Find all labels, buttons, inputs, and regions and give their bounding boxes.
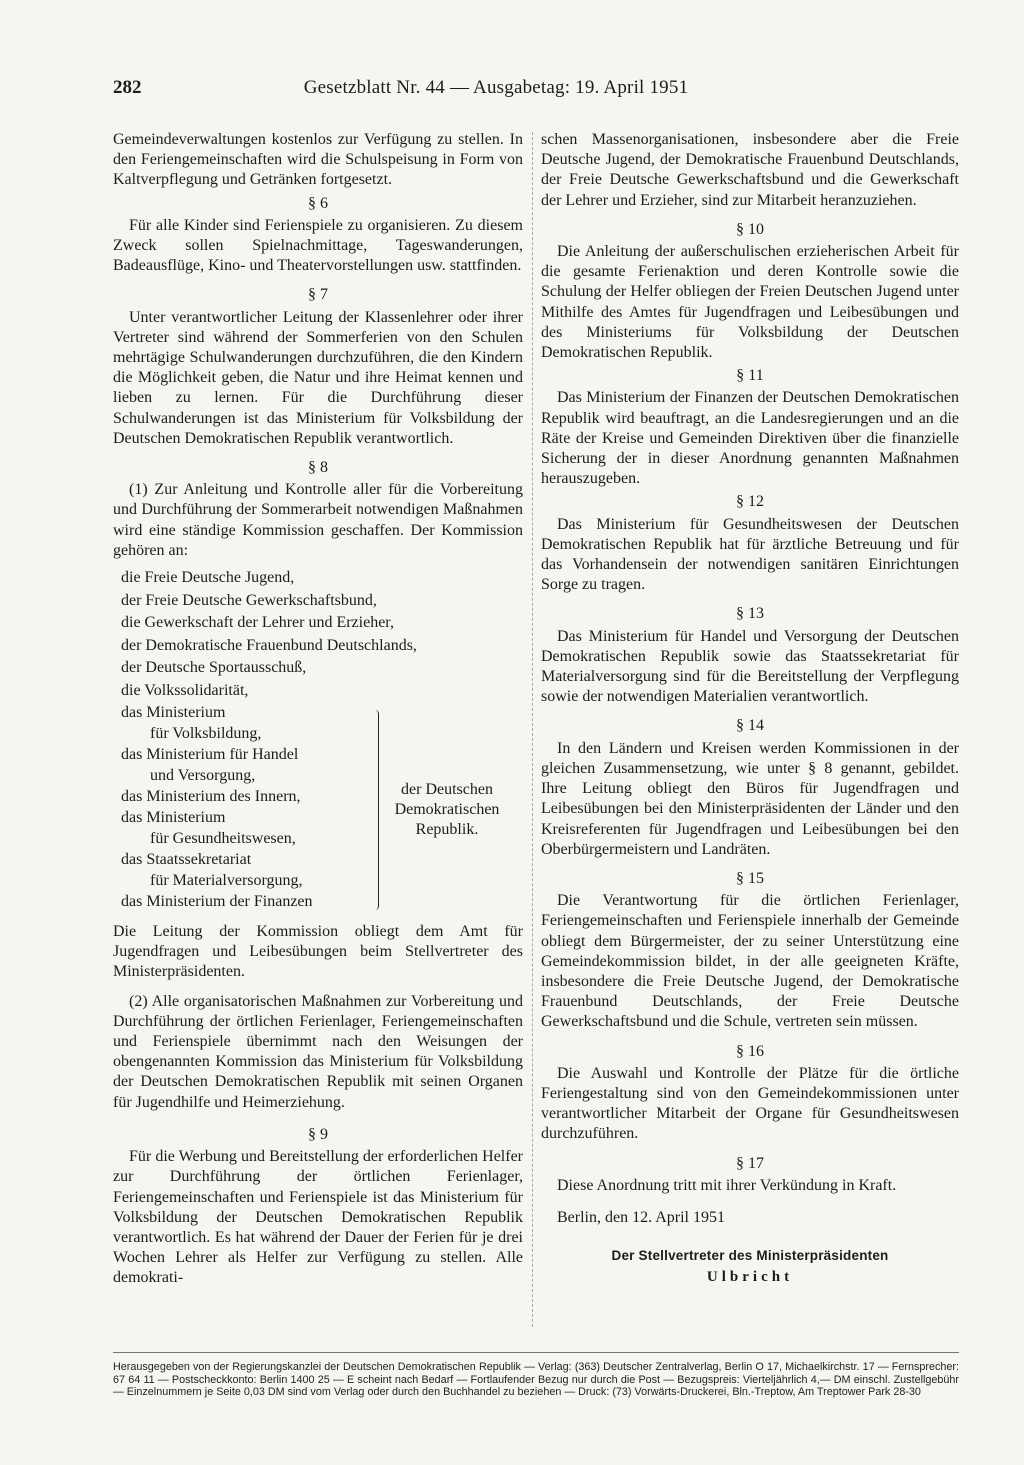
section-8-paragraph-3: (2) Alle organisatorischen Maßnahmen zur Vorbereitung und Durchführung der örtlichen Ferienlager, Feriengemeinschaften und Ferienspiele übernimmt nach den Weisungen der obengenannten Kommission das Ministerium für Volksbildung der Deutschen Demokratischen Republik mit seinen Organen für Jugendhilfe und Heimerziehung. (113, 992, 523, 1111)
list-item: der Deutsche Sportausschuß, (121, 659, 307, 677)
ministries-list (121, 702, 369, 912)
paragraph-continued: schen Massenorganisationen, insbesondere aber die Freie Deutsche Jugend, der Demokratische Frauenbund Deutschlands, der Freie Deutsche Gewerkschaftsbund und die Gewerkschaft der Lehrer und Erzieher, sind zur Mitarbeit heranzuziehen. (541, 131, 959, 209)
section-15-text: Die Verantwortung für die örtlichen Ferienlager, Feriengemeinschaften und Ferienspiele innerhalb der Gemeinde obliegt dem Bürgermeister, der zu seiner Unterstützung eine Gemeindekommission bildet, in der alle geeigneten Kräfte, insbesondere die Freie Deutsche Jugend, der Demokratische Frauenbund Deutschlands, der Freie Deutsche Gewerkschaftsbund und die Schule, vertreten sein müssen. (541, 892, 959, 1031)
section-heading-12: § 12 (736, 493, 764, 511)
section-9-text: Für die Werbung und Bereitstellung der erforderlichen Helfer zur Durchführung der örtlichen Ferienlager, Feriengemeinschaften und Ferienspiele ist das Ministerium für Volksbildung der Deutschen Demokratischen Republik verantwortlich. Es hat während der Dauer der Ferien für je drei Wochen Lehrer als Helfer zur Verfügung zu stellen. Alle demokrati- (113, 1148, 523, 1287)
brace-bracket (373, 710, 379, 910)
list-item: die Gewerkschaft der Lehrer und Erzieher, (121, 614, 394, 632)
section-8-paragraph-1: (1) Zur Anleitung und Kontrolle aller für die Vorbereitung und Durchführung der Sommerarbeit notwendigen Maßnahmen wird eine ständige Kommission geschaffen. Der Kommission gehören an: (113, 481, 523, 559)
section-7-text: Unter verantwortlicher Leitung der Klassenlehrer oder ihrer Vertreter sind während der Sommerferien von den Schulen mehrtägige Schulwanderungen durchzuführen, die den Kindern die Möglichkeit geben, die Natur und ihre Heimat kennen und lieben zu lernen. Für die Durchführung dieser Schulwanderungen ist das Ministerium für Volksbildung der Deutschen Demokratischen Republik verantwortlich. (113, 308, 523, 447)
list-item: die Freie Deutsche Jugend, (121, 569, 295, 587)
section-heading-8: § 8 (308, 459, 328, 477)
list-item (121, 807, 369, 849)
list-item: der Demokratische Frauenbund Deutschlands, (121, 636, 417, 654)
page-header (113, 77, 959, 107)
section-heading-6: § 6 (308, 194, 328, 212)
ministries-group (121, 702, 523, 913)
section-heading-15: § 15 (736, 869, 764, 887)
column-divider (532, 132, 533, 1327)
brace-label-line: der Deutschen (401, 781, 493, 799)
section-heading-11: § 11 (736, 367, 764, 385)
ministry-line: das Ministerium (121, 809, 226, 827)
header-title: Gesetzblatt Nr. 44 — Ausgabetag: 19. April 1951 (303, 77, 689, 98)
section-6-text: Für alle Kinder sind Ferienspiele zu organisieren. Zu diesem Zweck sollen Spielnachmittage, Tageswanderungen, Badeausflüge, Kino- und Theatervorstellungen usw. stattfinden. (113, 216, 523, 275)
section-8-paragraph-2: Die Leitung der Kommission obliegt dem Amt für Jugendfragen und Leibesübungen beim Stellvertreter des Ministerpräsidenten. (113, 923, 523, 981)
ministry-line: das Ministerium des Innern, (121, 788, 301, 806)
list-item (121, 891, 369, 912)
list-item: der Freie Deutsche Gewerkschaftsbund, (121, 591, 377, 609)
brace-label (384, 780, 510, 840)
section-heading-7: § 7 (308, 286, 328, 304)
section-16-text: Die Auswahl und Kontrolle der Plätze für die örtliche Feriengestaltung sind von den Gemeindekommissionen unter verantwortlicher Mitarbeit der Organe für Gesundheitswesen durchzuführen. (541, 1064, 959, 1143)
paragraph-continued: Gemeindeverwaltungen kostenlos zur Verfügung zu stellen. In den Feriengemeinschaften wird die Schulspeisung in Form von Kaltverpflegung und Getränken fortgesetzt. (113, 131, 523, 189)
list-item (121, 786, 369, 807)
date-line: Berlin, den 12. April 1951 (557, 1208, 725, 1226)
section-12-text: Das Ministerium für Gesundheitswesen der Deutschen Demokratischen Republik hat für ärztliche Betreuung und für das Vorhandensein der notwendigen sanitären Einrichtungen Sorge zu tragen. (541, 515, 959, 594)
left-column (113, 130, 523, 1289)
signature-title: Der Stellvertreter des Ministerpräsidenten (611, 1248, 889, 1264)
ministry-line: das Ministerium (121, 704, 226, 722)
section-heading-16: § 16 (736, 1042, 764, 1060)
section-10-text: Die Anleitung der außerschulischen erzieherischen Arbeit für die gesamte Ferienaktion und deren Kontrolle sowie die Schulung der Helfer obliegen der Freien Deutschen Jugend unter Mithilfe des Amtes für Jugendfragen und Leibesübungen und des Ministeriums für Volksbildung der Deutschen Demokratischen Republik. (541, 243, 959, 362)
right-column (541, 130, 959, 1288)
section-heading-10: § 10 (736, 220, 764, 238)
commission-members-list (121, 567, 523, 702)
footer-rule (113, 1352, 959, 1353)
list-item (121, 702, 369, 744)
ministry-line: das Ministerium für Handel (121, 746, 299, 764)
brace-label-line: Demokratischen (394, 801, 500, 819)
ministry-line: das Ministerium der Finanzen (121, 893, 313, 911)
ministry-line-cont: und Versorgung, (150, 767, 256, 785)
ministry-line-cont: für Volksbildung, (150, 725, 262, 743)
ministry-line-cont: für Gesundheitswesen, (150, 830, 296, 848)
ministry-line-cont: für Materialversorgung, (150, 872, 303, 890)
section-14-text: In den Ländern und Kreisen werden Kommissionen in der gleichen Zusammensetzung, wie unter § 8 genannt, gebildet. Ihre Leitung obliegt den Büros für Jugendfragen und Leibesübungen bei den Ministerpräsidenten der Länder und den Kreisreferenten für Jugendfragen und Leibesübungen bei den Oberbürgermeistern und Landräten. (541, 739, 959, 858)
section-heading-17: § 17 (736, 1154, 764, 1172)
page-number: 282 (113, 77, 142, 98)
section-13-text: Das Ministerium für Handel und Versorgung der Deutschen Demokratischen Republik sowie das Staatssekretariat für Materialversorgung sind für die Bereitstellung der Verpflegung sowie der notwendigen Materialien verantwortlich. (541, 627, 959, 706)
list-item: die Volkssolidarität, (121, 681, 249, 699)
ministry-line: das Staatssekretariat (121, 851, 252, 869)
list-item (121, 744, 369, 786)
section-heading-14: § 14 (736, 717, 764, 735)
imprint-footer: Herausgegeben von der Regierungskanzlei der Deutschen Demokratischen Republik — Verlag: (363) Deutscher Zentralverlag, Berlin O 17, Michaelkirchstr. 17 — Fernsprecher: 67 64 11 — Postscheckkonto: Berlin 1400 25 — E scheint nach Bedarf — Fortlaufender Bezug nur durch die Post — Bezugspreis: Vierteljährlich 4,— DM einschl. Zustellgebühr — Einzelnummern je Seite 0,03 DM sind vom Verlag oder durch den Buchhandel zu beziehen — Druck: (73) Vorwärts-Druckerei, Bln.-Treptow, Am Treptower Park 28-30 (113, 1361, 959, 1399)
section-17-text: Diese Anordnung tritt mit ihrer Verkündung in Kraft. (557, 1176, 897, 1194)
section-11-text: Das Ministerium der Finanzen der Deutschen Demokratischen Republik wird beauftragt, an die Landesregierungen und an die Räte der Kreise und Gemeinden Direktiven über die finanzielle Sicherung der in dieser Anordnung genannten Maßnahmen herauszugeben. (541, 389, 959, 488)
section-heading-13: § 13 (736, 605, 764, 623)
signature-name: Ulbricht (706, 1269, 794, 1286)
list-item (121, 849, 369, 891)
section-heading-9: § 9 (308, 1125, 328, 1143)
brace-label-line: Republik. (415, 821, 479, 839)
